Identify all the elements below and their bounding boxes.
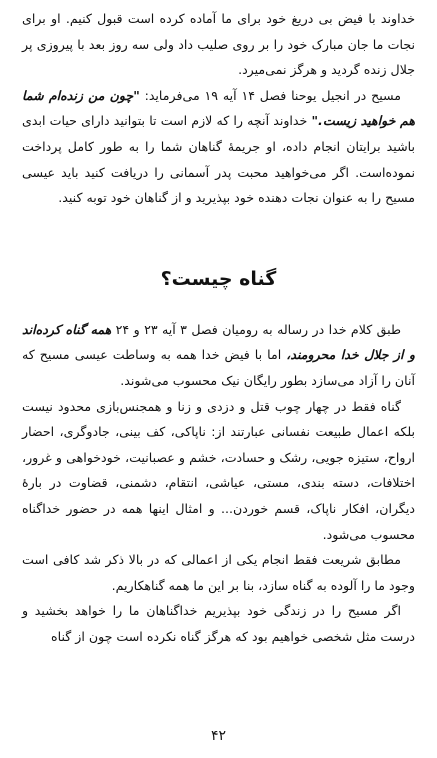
section-heading: گناه چیست؟ <box>160 267 277 290</box>
paragraph-law: مطابق شریعت فقط انجام یکی از اعمالی که در بالا ذکر شد کافی است وجود ما را آلوده به گناه سازد، بنا بر این ما همه گناهکاریم. <box>22 552 415 593</box>
section-before-heading <box>22 6 415 211</box>
page-number: ۴۲ <box>210 728 227 744</box>
paragraph-text: طبق کلام خدا در رساله به رومیان فصل ۳ آیه ۲۳ و ۲۴ <box>111 321 401 337</box>
paragraph-text: مسیح در انجیل یوحنا فصل ۱۴ آیه ۱۹ می‌فرماید: <box>139 87 402 103</box>
section-what-is-sin <box>22 317 415 650</box>
paragraph-john-quote <box>22 83 415 211</box>
paragraph-romans <box>22 317 415 394</box>
paragraph-text: اما با فیض خدا همه به وساطت عیسی مسیح که آنان را آزاد می‌سازد بطور رایگان نیک محسوب می‌شوند. <box>22 347 415 388</box>
paragraph-sin-list: گناه فقط در چهار چوب قتل و دزدی و زنا و همجنس‌بازی محدود نیست بلکه اعمال طبیعت نفسانی عبارتند از: ناپاکی، کف بینی، جادوگری، احضار ارواح، ستیزه جویی، رشک و حسادت، خشم و عصبانیت، خودخواهی و غرور، اختلافات، دسته بندی، مستی، عیاشی، انتقام، دشمنی، قضاوت در بارهٔ دیگران، افکار ناپاک، قسم خوردن... و امثال اینها همه در حضور خداگناه محسوب می‌شود. <box>22 398 415 542</box>
paragraph-text: خداوند آنچه را که لازم است تا بتوانید دارای حیات ابدی باشید برایتان انجام داده، او جریمهٔ گناهان شما را به طور کامل پرداخت نموده‌است. اگر می‌خواهید محبت پدر آسمانی را دریافت کنید باید عیسی مسیح را به عنوان نجات دهنده خود بپذیرید و از گناهان خود توبه کنید. <box>22 113 415 206</box>
scripture-quote: همه گناه کرده‌اند و از جلال خدا محرومند، <box>22 321 415 363</box>
paragraph-forgiveness: اگر مسیح را در زندگی خود بپذیریم خداگناهان ما را خواهد بخشید و درست مثل شخصی خواهیم بود که هرگز گناه نکرده است چون از گناه <box>22 603 415 644</box>
scripture-quote: "چون من زنده‌ام شما هم خواهید زیست." <box>22 87 415 129</box>
paragraph-grace: خداوند با فیض بی دریغ خود برای ما آماده کرده است قبول کنیم. او برای نجات ما جان مبارک خود را بر روی صلیب داد ولی سه روز بعد با پیروزی پر جلال زنده گردید و هرگز نمی‌میرد. <box>22 11 415 78</box>
